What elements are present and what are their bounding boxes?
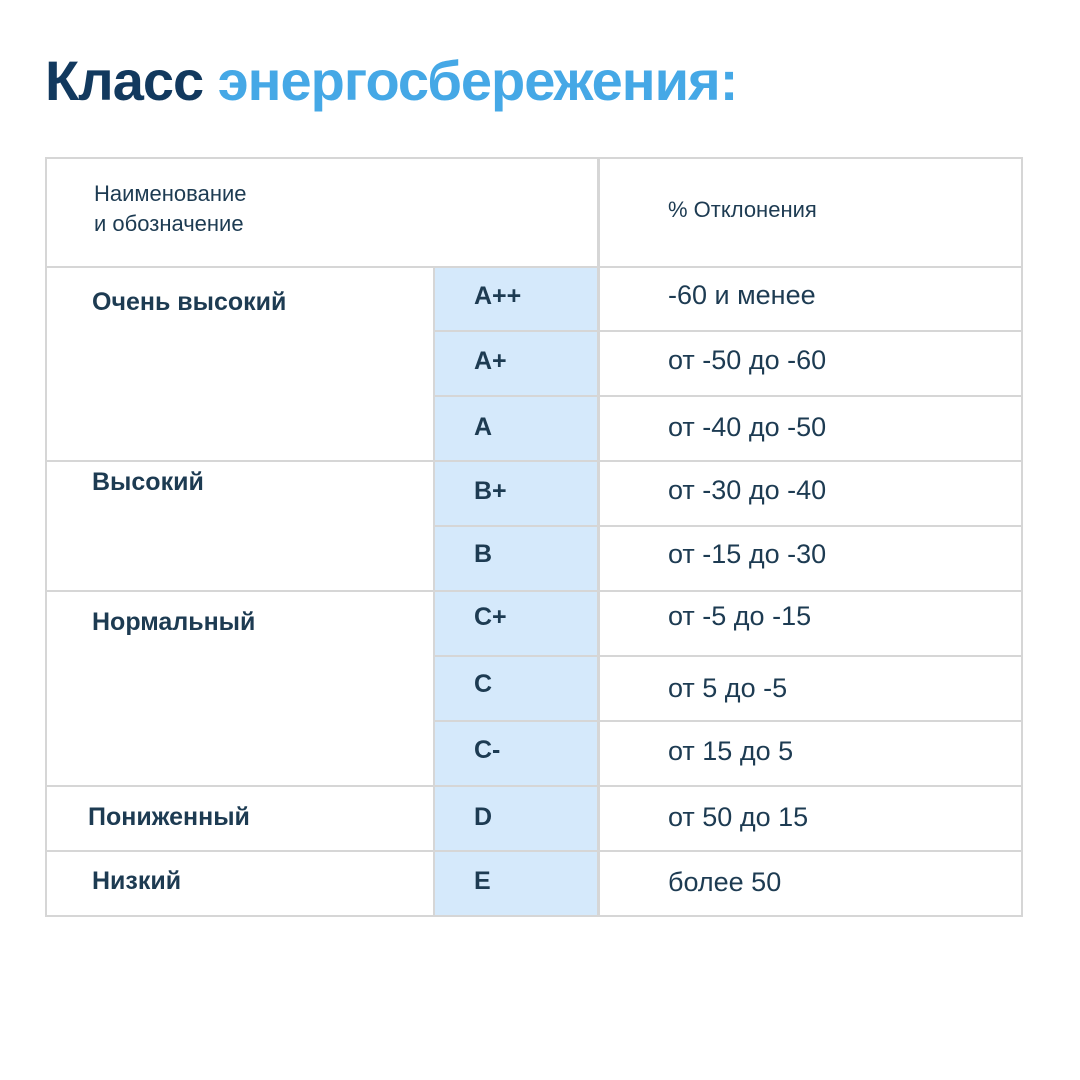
page-title	[45, 46, 737, 116]
group-divider	[45, 590, 1023, 592]
class-label: A+	[474, 347, 507, 375]
class-label: D	[474, 803, 493, 831]
class-label: A++	[474, 282, 522, 310]
class-label: B+	[474, 477, 507, 505]
deviation-value: от -5 до -15	[668, 601, 812, 631]
group-divider	[45, 785, 1023, 787]
deviation-value: от -15 до -30	[668, 539, 827, 569]
row-divider	[434, 395, 1023, 397]
table-border-top	[45, 157, 1023, 159]
deviation-value: от 50 до 15	[668, 802, 809, 832]
deviation-value: более 50	[668, 867, 782, 897]
class-label: C	[474, 670, 493, 698]
group-divider	[45, 460, 1023, 462]
header-name-designation	[94, 179, 247, 239]
class-label: E	[474, 867, 491, 895]
column-divider-deviation	[597, 157, 600, 917]
group-label-high: Высокий	[92, 468, 204, 496]
class-label: A	[474, 413, 493, 441]
deviation-value: от 5 до -5	[668, 673, 788, 703]
row-divider	[434, 330, 1023, 332]
table-border-left	[45, 157, 47, 917]
class-column-background	[434, 267, 599, 917]
header-divider	[45, 266, 1023, 268]
table-border-bottom	[45, 915, 1023, 917]
deviation-value: от -30 до -40	[668, 475, 827, 505]
header-deviation: % Отклонения	[668, 197, 817, 222]
deviation-value: от -50 до -60	[668, 345, 827, 375]
group-label-normal: Нормальный	[92, 608, 256, 636]
header-name-line1: Наименование	[94, 181, 247, 206]
group-label-reduced: Пониженный	[88, 803, 250, 831]
deviation-value: от 15 до 5	[668, 736, 794, 766]
class-label: C+	[474, 603, 507, 631]
row-divider	[434, 525, 1023, 527]
header-name-line2: и обозначение	[94, 211, 244, 236]
table-border-right	[1021, 157, 1023, 917]
row-divider	[434, 720, 1023, 722]
energy-class-table	[45, 157, 1023, 917]
title-word-class: Класс	[45, 49, 204, 112]
class-label: B	[474, 540, 493, 568]
group-label-very-high: Очень высокий	[92, 288, 287, 316]
deviation-value: от -40 до -50	[668, 412, 827, 442]
row-divider	[434, 655, 1023, 657]
group-label-low: Низкий	[92, 867, 182, 895]
class-label: C-	[474, 736, 501, 764]
title-word-energy-saving: энергосбережения:	[217, 49, 738, 112]
deviation-value: -60 и менее	[668, 280, 816, 310]
group-divider	[45, 850, 1023, 852]
column-divider-class	[433, 267, 435, 917]
